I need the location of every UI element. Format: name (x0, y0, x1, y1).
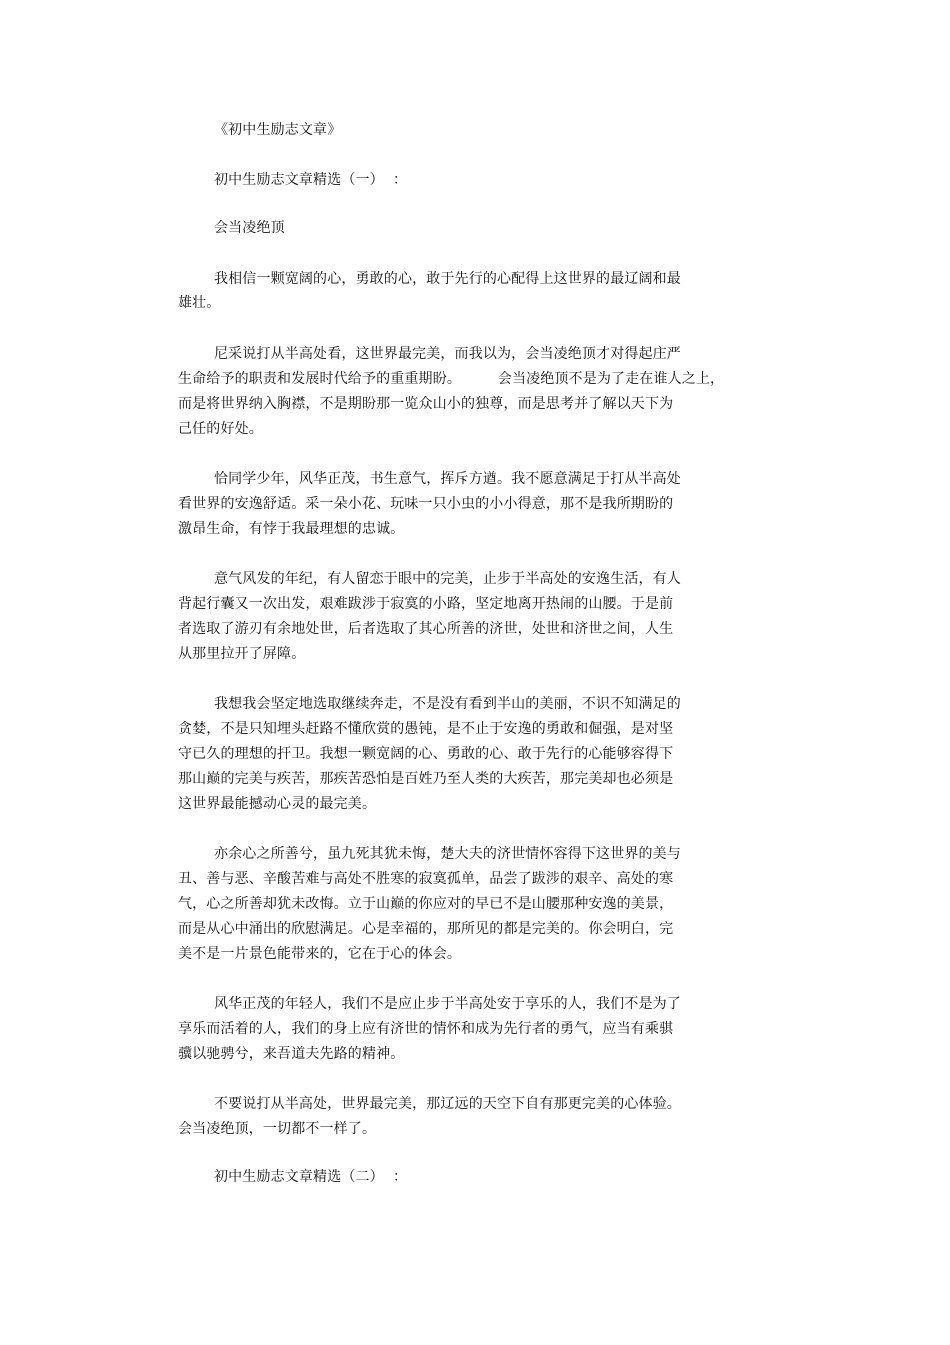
paragraph-2-line-2: 生命给予的职责和发展时代给予的重重期盼。 会当凌绝顶不是为了走在谁人之上， (178, 371, 725, 387)
document-title: 《初中生励志文章》 (214, 122, 342, 138)
paragraph-4-line-4: 从那里拉开了屏障。 (178, 646, 306, 662)
paragraph-6-line-3: 气，心之所善却犹未改悔。立于山巅的你应对的早已不是山腰那种安逸的美景， (178, 896, 674, 912)
section-heading-1: 初中生励志文章精选（一） ： (214, 172, 408, 188)
paragraph-5-line-2: 贪婪，不是只知埋头赶路不懂欣赏的愚钝，是不止于安逸的勇敢和倔强，是对坚 (178, 721, 674, 737)
paragraph-6-line-2: 丑、善与恶、辛酸苦难与高处不胜寒的寂寞孤单，品尝了跋涉的艰辛、高处的寒 (178, 871, 674, 887)
paragraph-4-line-3: 者选取了游刃有余地处世，后者选取了其心所善的济世，处世和济世之间，人生 (178, 621, 674, 637)
paragraph-6-line-4: 而是从心中涌出的欣慰满足。心是幸福的，那所见的都是完美的。你会明白，完 (178, 921, 674, 937)
paragraph-8-line-2: 会当凌绝顶，一切都不一样了。 (178, 1121, 377, 1137)
paragraph-1-line-2: 雄壮。 (178, 295, 221, 311)
paragraph-7-line-3: 骥以驰骋兮，来吾道夫先路的精神。 (178, 1046, 405, 1062)
paragraph-7-line-1: 风华正茂的年轻人，我们不是应止步于半高处安于享乐的人，我们不是为了 (214, 996, 681, 1012)
paragraph-2-line-4: 己任的好处。 (178, 421, 263, 437)
paragraph-3-line-2: 看世界的安逸舒适。采一朵小花、玩味一只小虫的小小得意，那不是我所期盼的 (178, 496, 674, 512)
paragraph-5-line-4: 那山巅的完美与疾苦，那疾苦恐怕是百姓乃至人类的大疾苦，那完美却也必须是 (178, 771, 674, 787)
paragraph-4-line-2: 背起行囊又一次出发，艰难跋涉于寂寞的小路，坚定地离开热闹的山腰。于是前 (178, 596, 674, 612)
paragraph-5-line-3: 守已久的理想的扞卫。我想一颗宽阔的心、勇敢的心、敢于先行的心能够容得下 (178, 746, 674, 762)
paragraph-3-line-1: 恰同学少年，风华正茂，书生意气，挥斥方遒。我不愿意满足于打从半高处 (214, 471, 681, 487)
section-heading-2: 初中生励志文章精选（二） ： (214, 1169, 408, 1185)
paragraph-5-line-1: 我想我会坚定地选取继续奔走，不是没有看到半山的美丽，不识不知满足的 (214, 696, 681, 712)
paragraph-8-line-1: 不要说打从半高处，世界最完美，那辽远的天空下自有那更完美的心体验。 (214, 1096, 681, 1112)
paragraph-6-line-1: 亦余心之所善兮，虽九死其犹未悔，楚大夫的济世情怀容得下这世界的美与 (214, 846, 681, 862)
paragraph-3-line-3: 激昂生命，有悖于我最理想的忠诚。 (178, 521, 405, 537)
paragraph-5-line-5: 这世界最能撼动心灵的最完美。 (178, 796, 377, 812)
paragraph-6-line-5: 美不是一片景色能带来的，它在于心的体会。 (178, 946, 461, 962)
paragraph-2-line-3: 而是将世界纳入胸襟，不是期盼那一览众山小的独尊，而是思考并了解以天下为 (178, 396, 674, 412)
paragraph-4-line-1: 意气风发的年纪，有人留恋于眼中的完美，止步于半高处的安逸生活，有人 (214, 571, 681, 587)
paragraph-2-line-1: 尼采说打从半高处看，这世界最完美，而我以为，会当凌绝顶才对得起庄严 (214, 346, 681, 362)
essay-title: 会当凌绝顶 (214, 220, 285, 236)
paragraph-7-line-2: 享乐而活着的人，我们的身上应有济世的情怀和成为先行者的勇气，应当有乘骐 (178, 1021, 674, 1037)
paragraph-1-line-1: 我相信一颗宽阔的心，勇敢的心，敢于先行的心配得上这世界的最辽阔和最 (214, 271, 681, 287)
